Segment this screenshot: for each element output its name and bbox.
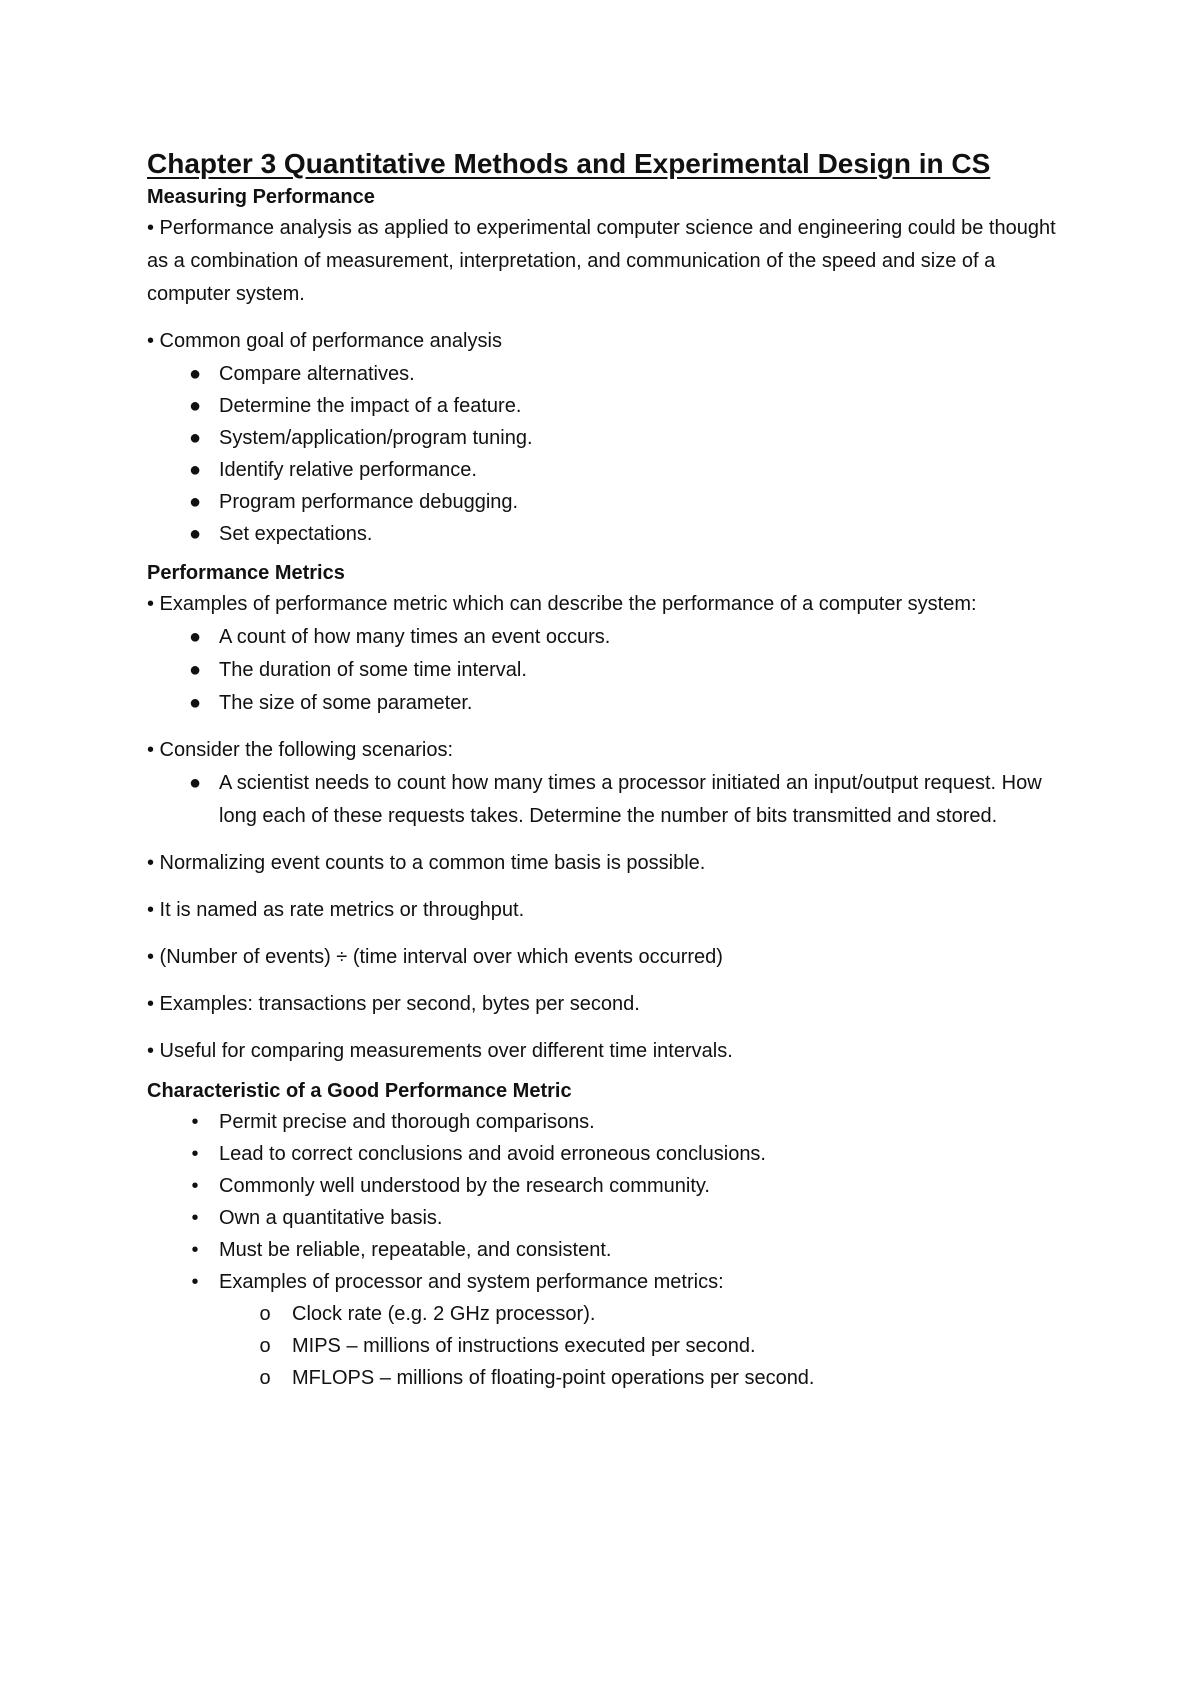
list-item: • Must be reliable, repeatable, and consistent.	[147, 1234, 1067, 1266]
bullet-icon: ●	[188, 523, 202, 545]
circle-bullet-icon: o	[259, 1335, 271, 1357]
paragraph-useful: • Useful for comparing measurements over different time intervals.	[147, 1040, 733, 1062]
paragraph-rate-metrics: • It is named as rate metrics or throughput.	[147, 899, 525, 921]
bullet-icon: ●	[188, 395, 202, 417]
list-item: • Commonly well understood by the research community.	[147, 1170, 1067, 1202]
paragraph-normalizing: • Normalizing event counts to a common time basis is possible.	[147, 852, 706, 874]
document-page	[147, 146, 1067, 1394]
circle-bullet-icon: o	[259, 1367, 271, 1389]
bullet-icon: ●	[188, 363, 202, 385]
list-metric-examples	[147, 621, 1067, 720]
list-item: • Lead to correct conclusions and avoid erroneous conclusions.	[147, 1138, 1067, 1170]
list-item: ● The size of some parameter.	[147, 687, 1067, 720]
bullet-icon: •	[191, 1111, 199, 1133]
list-item: ● A scientist needs to count how many times a processor initiated an input/output request. How long each of these requests takes. Determine the number of bits transmitted and stored.	[147, 767, 1067, 833]
bullet-icon: ●	[188, 659, 202, 681]
list-goals	[147, 358, 1067, 550]
heading-good-metric: Characteristic of a Good Performance Metric	[147, 1080, 572, 1102]
list-scenarios	[147, 767, 1067, 833]
list-item: • Own a quantitative basis.	[147, 1202, 1067, 1234]
paragraph-examples: • Examples: transactions per second, bytes per second.	[147, 993, 640, 1015]
bullet-icon: ●	[188, 491, 202, 513]
bullet-icon: •	[191, 1271, 199, 1293]
list-item: ● Determine the impact of a feature.	[147, 390, 1067, 422]
bullet-icon: •	[191, 1207, 199, 1229]
bullet-icon: •	[191, 1239, 199, 1261]
list-item: • Permit precise and thorough comparisons.	[147, 1106, 1067, 1138]
list-item: o Clock rate (e.g. 2 GHz processor).	[147, 1298, 1067, 1330]
list-item: ● A count of how many times an event occurs.	[147, 621, 1067, 654]
list-item: ● System/application/program tuning.	[147, 422, 1067, 454]
heading-measuring-performance: Measuring Performance	[147, 186, 375, 208]
bullet-icon: ●	[188, 626, 202, 648]
list-item: ● Compare alternatives.	[147, 358, 1067, 390]
paragraph-scenarios-lead: • Consider the following scenarios:	[147, 739, 454, 761]
bullet-icon: ●	[188, 427, 202, 449]
list-item: ● Program performance debugging.	[147, 486, 1067, 518]
circle-bullet-icon: o	[259, 1303, 271, 1325]
bullet-icon: •	[191, 1175, 199, 1197]
bullet-icon: •	[191, 1143, 199, 1165]
list-good-metric	[147, 1106, 1067, 1298]
list-metric-examples-sub	[147, 1298, 1067, 1394]
list-item: • Examples of processor and system performance metrics:	[147, 1266, 1067, 1298]
bullet-icon: ●	[188, 459, 202, 481]
page-title: Chapter 3 Quantitative Methods and Experimental Design in CS	[147, 148, 991, 179]
heading-performance-metrics: Performance Metrics	[147, 562, 345, 584]
list-item: ● The duration of some time interval.	[147, 654, 1067, 687]
bullet-icon: ●	[188, 772, 202, 794]
list-item: o MFLOPS – millions of floating-point operations per second.	[147, 1362, 1067, 1394]
paragraph-common-goal: • Common goal of performance analysis	[147, 330, 502, 352]
list-item: o MIPS – millions of instructions executed per second.	[147, 1330, 1067, 1362]
paragraph-metric-examples: • Examples of performance metric which can describe the performance of a computer system:	[147, 593, 977, 615]
list-item: ● Identify relative performance.	[147, 454, 1067, 486]
paragraph-formula: • (Number of events) ÷ (time interval over which events occurred)	[147, 946, 723, 968]
list-item: ● Set expectations.	[147, 518, 1067, 550]
paragraph-performance-analysis: • Performance analysis as applied to experimental computer science and engineering could be thought as a combination of measurement, interpretation, and communication of the speed and size of a computer system.	[147, 217, 1056, 305]
bullet-icon: ●	[188, 692, 202, 714]
